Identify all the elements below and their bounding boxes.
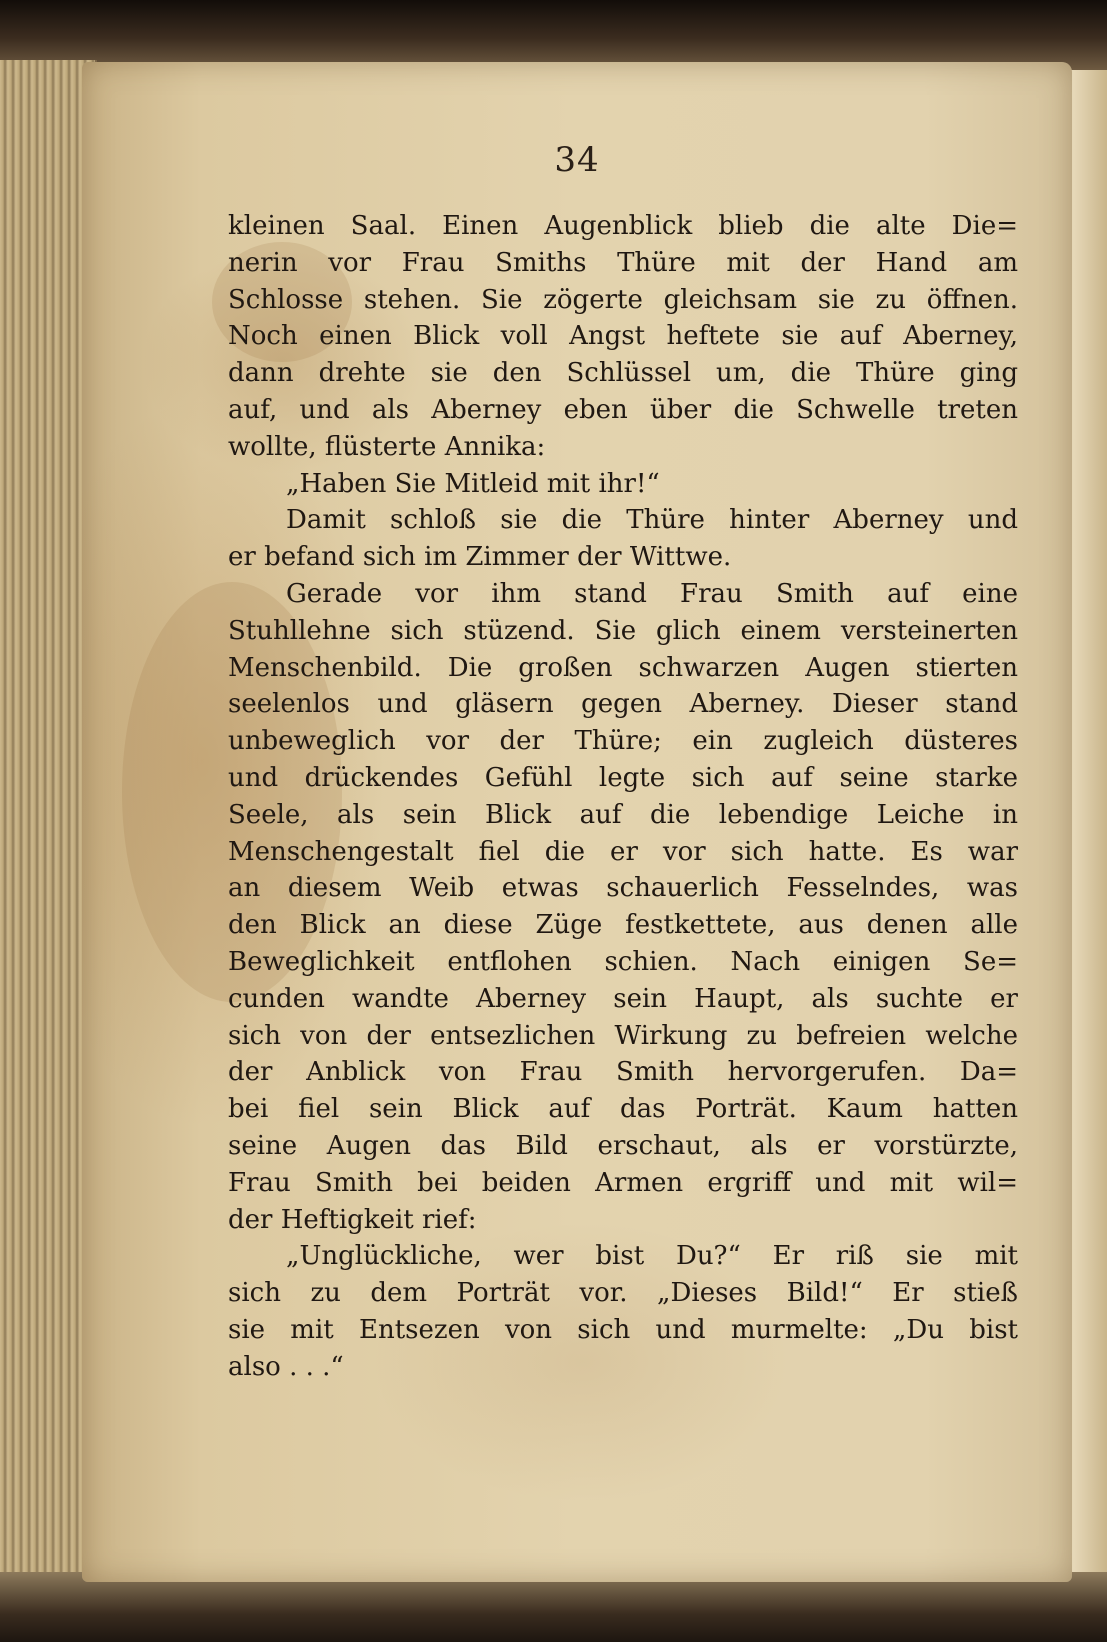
book-page [82, 62, 1072, 1582]
text-line: bei fiel sein Blick auf das Porträt. Kaum hatten [228, 1094, 1018, 1125]
book-top-edge [0, 0, 1107, 70]
text-line: seelenlos und gläsern gegen Aberney. Dieser stand [228, 689, 1018, 720]
text-line: sich von der entsezlichen Wirkung zu befreien welche [228, 1020, 1018, 1051]
text-line: Seele, als sein Blick auf die lebendige Leiche in [228, 799, 1018, 830]
text-line: auf, und als Aberney eben über die Schwelle treten [228, 394, 1018, 425]
text-line: „Haben Sie Mitleid mit ihr!“ [286, 468, 660, 499]
text-line: nerin vor Frau Smiths Thüre mit der Hand am [228, 247, 1018, 278]
text-line: Menschengestalt fiel die er vor sich hatte. Es war [228, 836, 1018, 867]
text-line: Beweglichkeit entflohen schien. Nach einigen Se= [228, 946, 1018, 977]
text-line: Gerade vor ihm stand Frau Smith auf eine [286, 578, 1018, 609]
text-line: den Blick an diese Züge festkettete, aus denen alle [228, 910, 1018, 941]
text-line: Stuhllehne sich stüzend. Sie glich einem versteinerten [228, 615, 1018, 646]
text-line: Noch einen Blick voll Angst heftete sie auf Aberney, [228, 321, 1018, 352]
text-line: an diesem Weib etwas schauerlich Fesselndes, was [228, 873, 1018, 904]
text-line: kleinen Saal. Einen Augenblick blieb die alte Die= [228, 211, 1018, 241]
text-line: dann drehte sie den Schlüssel um, die Thüre ging [228, 358, 1018, 389]
text-line: der Anblick von Frau Smith hervorgerufen. Da= [228, 1057, 1018, 1088]
text-line: sie mit Entsezen von sich und murmelte: „Du bist [228, 1314, 1018, 1345]
text-line: Frau Smith bei beiden Armen ergriff und mit wil= [228, 1167, 1018, 1198]
text-line: „Unglückliche, wer bist Du?“ Er riß sie mit [286, 1241, 1018, 1272]
text-line: er befand sich im Zimmer der Wittwe. [228, 542, 732, 573]
text-line: cunden wandte Aberney sein Haupt, als suchte er [228, 983, 1018, 1014]
text-line: wollte, flüsterte Annika: [228, 431, 546, 462]
text-line: Damit schloß sie die Thüre hinter Aberney und [286, 505, 1018, 536]
page-number: 34 [554, 140, 600, 180]
text-line: Schlosse stehen. Sie zögerte gleichsam sie zu öffnen. [228, 284, 1018, 315]
text-line: und drückendes Gefühl legte sich auf seine starke [228, 762, 1018, 793]
text-line: sich zu dem Porträt vor. „Dieses Bild!“ Er stieß [228, 1278, 1018, 1309]
text-line: seine Augen das Bild erschaut, als er vorstürzte, [228, 1130, 1018, 1161]
body-text [228, 208, 1018, 1386]
text-line: Menschenbild. Die großen schwarzen Augen stierten [228, 652, 1018, 683]
book-bottom-edge [0, 1572, 1107, 1642]
text-line: also . . .“ [228, 1351, 344, 1382]
text-line: der Heftigkeit rief: [228, 1204, 477, 1235]
text-line: unbeweglich vor der Thüre; ein zugleich düsteres [228, 726, 1018, 757]
